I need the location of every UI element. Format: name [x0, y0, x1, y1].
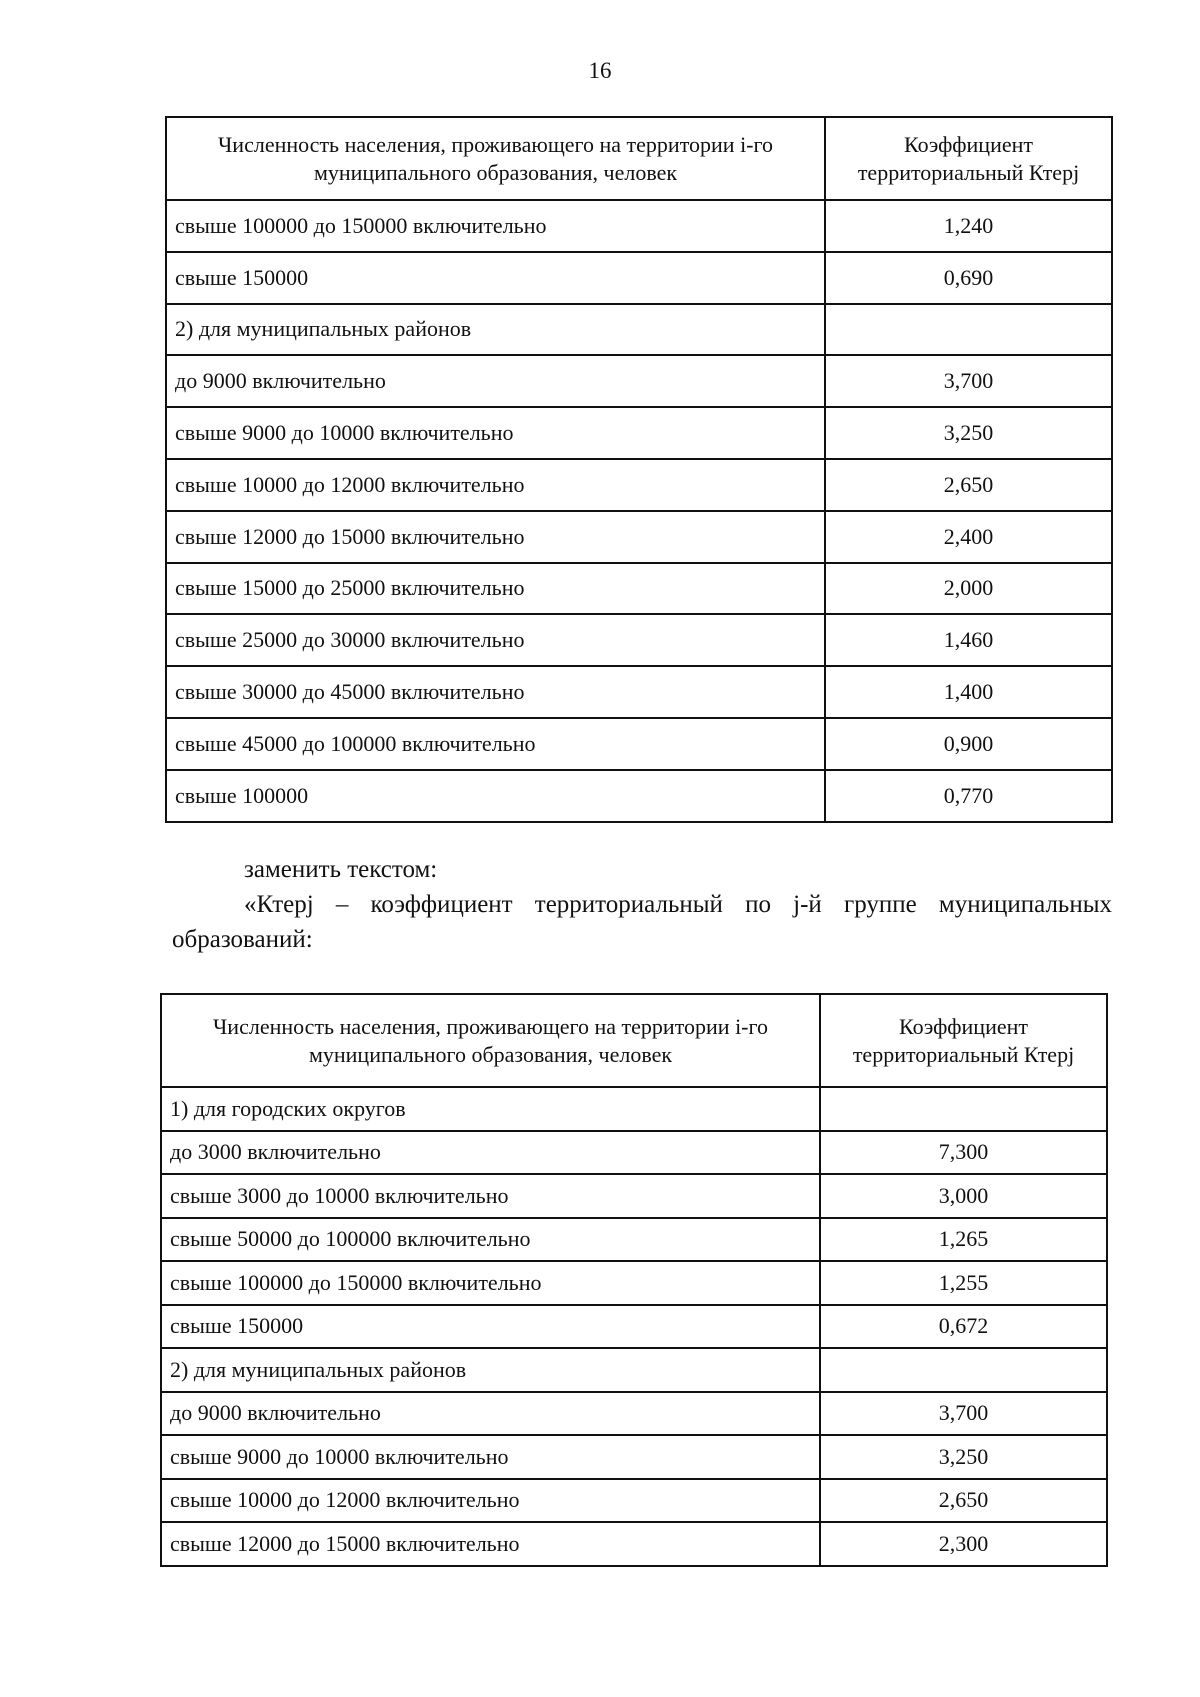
table-row [161, 1218, 1107, 1262]
population-range-cell: до 3000 включительно [161, 1131, 820, 1175]
table-row [166, 770, 1112, 822]
population-range-cell: 2) для муниципальных районов [161, 1348, 820, 1392]
population-range-cell: свыше 15000 до 25000 включительно [166, 563, 825, 615]
population-range-cell: свыше 3000 до 10000 включительно [161, 1174, 820, 1218]
table-row [166, 511, 1112, 563]
table-row [161, 1522, 1107, 1566]
coefficient-value-cell: 2,000 [825, 563, 1112, 615]
table-row [161, 1348, 1107, 1392]
header-population: Численность населения, проживающего на территории i-го муниципального образования, человек [166, 117, 825, 200]
table-header-row [161, 994, 1107, 1087]
table-row [166, 563, 1112, 615]
population-range-cell: свыше 100000 до 150000 включительно [161, 1261, 820, 1305]
population-range-cell: свыше 100000 [166, 770, 825, 822]
header-population: Численность населения, проживающего на территории i-го муниципального образования, человек [161, 994, 820, 1087]
coefficient-table-new [160, 993, 1108, 1567]
coefficient-value-cell: 1,460 [825, 614, 1112, 666]
population-range-cell: свыше 100000 до 150000 включительно [166, 200, 825, 252]
population-range-cell: свыше 9000 до 10000 включительно [166, 407, 825, 459]
coefficient-value-cell: 3,700 [825, 355, 1112, 407]
coefficient-value-cell: 3,250 [825, 407, 1112, 459]
table-row [166, 718, 1112, 770]
new-definition-text: «Ктерj – коэффициент территориальный по j-й группе муниципальных образований: [172, 891, 1112, 953]
table-body [166, 200, 1112, 822]
population-range-cell: свыше 150000 [166, 252, 825, 304]
coefficient-value-cell: 2,400 [825, 511, 1112, 563]
coefficient-value-cell: 3,000 [820, 1174, 1107, 1218]
table-row [166, 304, 1112, 356]
coefficient-value-cell: 1,265 [820, 1218, 1107, 1262]
table-row [161, 1479, 1107, 1523]
table-row [161, 1261, 1107, 1305]
table-row [166, 355, 1112, 407]
population-range-cell: свыше 50000 до 100000 включительно [161, 1218, 820, 1262]
table-row [161, 1392, 1107, 1436]
coefficient-value-cell [820, 1348, 1107, 1392]
coefficient-value-cell: 1,240 [825, 200, 1112, 252]
population-range-cell: свыше 10000 до 12000 включительно [166, 459, 825, 511]
coefficient-value-cell: 2,650 [820, 1479, 1107, 1523]
table-row [166, 614, 1112, 666]
population-range-cell: свыше 30000 до 45000 включительно [166, 666, 825, 718]
coefficient-value-cell: 2,650 [825, 459, 1112, 511]
header-coefficient: Коэффициент территориальный Ктерj [825, 117, 1112, 200]
population-range-cell: свыше 150000 [161, 1305, 820, 1349]
coefficient-value-cell: 2,300 [820, 1522, 1107, 1566]
population-range-cell: свыше 25000 до 30000 включительно [166, 614, 825, 666]
table-row [161, 1174, 1107, 1218]
population-range-cell: 1) для городских округов [161, 1087, 820, 1131]
population-range-cell: до 9000 включительно [166, 355, 825, 407]
population-range-cell: 2) для муниципальных районов [166, 304, 825, 356]
coefficient-value-cell [825, 304, 1112, 356]
coefficient-value-cell: 0,672 [820, 1305, 1107, 1349]
population-range-cell: свыше 12000 до 15000 включительно [161, 1522, 820, 1566]
table-header-row [166, 117, 1112, 200]
population-range-cell: свыше 12000 до 15000 включительно [166, 511, 825, 563]
population-range-cell: до 9000 включительно [161, 1392, 820, 1436]
page-number: 16 [588, 58, 612, 83]
population-range-cell: свыше 10000 до 12000 включительно [161, 1479, 820, 1523]
table-row [161, 1435, 1107, 1479]
population-range-cell: свыше 9000 до 10000 включительно [161, 1435, 820, 1479]
coefficient-value-cell: 1,400 [825, 666, 1112, 718]
coefficient-value-cell: 0,770 [825, 770, 1112, 822]
table-row [161, 1131, 1107, 1175]
coefficient-value-cell: 3,250 [820, 1435, 1107, 1479]
table-row [166, 252, 1112, 304]
table-row [161, 1305, 1107, 1349]
coefficient-value-cell: 7,300 [820, 1131, 1107, 1175]
header-coefficient: Коэффициент территориальный Ктерj [820, 994, 1107, 1087]
table-row [166, 200, 1112, 252]
coefficient-value-cell: 0,690 [825, 252, 1112, 304]
coefficient-value-cell: 0,900 [825, 718, 1112, 770]
coefficient-value-cell: 3,700 [820, 1392, 1107, 1436]
table-row [166, 407, 1112, 459]
table-body [161, 1087, 1107, 1566]
table-row [166, 459, 1112, 511]
coefficient-table-old [165, 116, 1113, 823]
table-row [166, 666, 1112, 718]
replace-instruction: заменить текстом: [244, 856, 438, 883]
coefficient-value-cell: 1,255 [820, 1261, 1107, 1305]
population-range-cell: свыше 45000 до 100000 включительно [166, 718, 825, 770]
table-row [161, 1087, 1107, 1131]
coefficient-value-cell [820, 1087, 1107, 1131]
